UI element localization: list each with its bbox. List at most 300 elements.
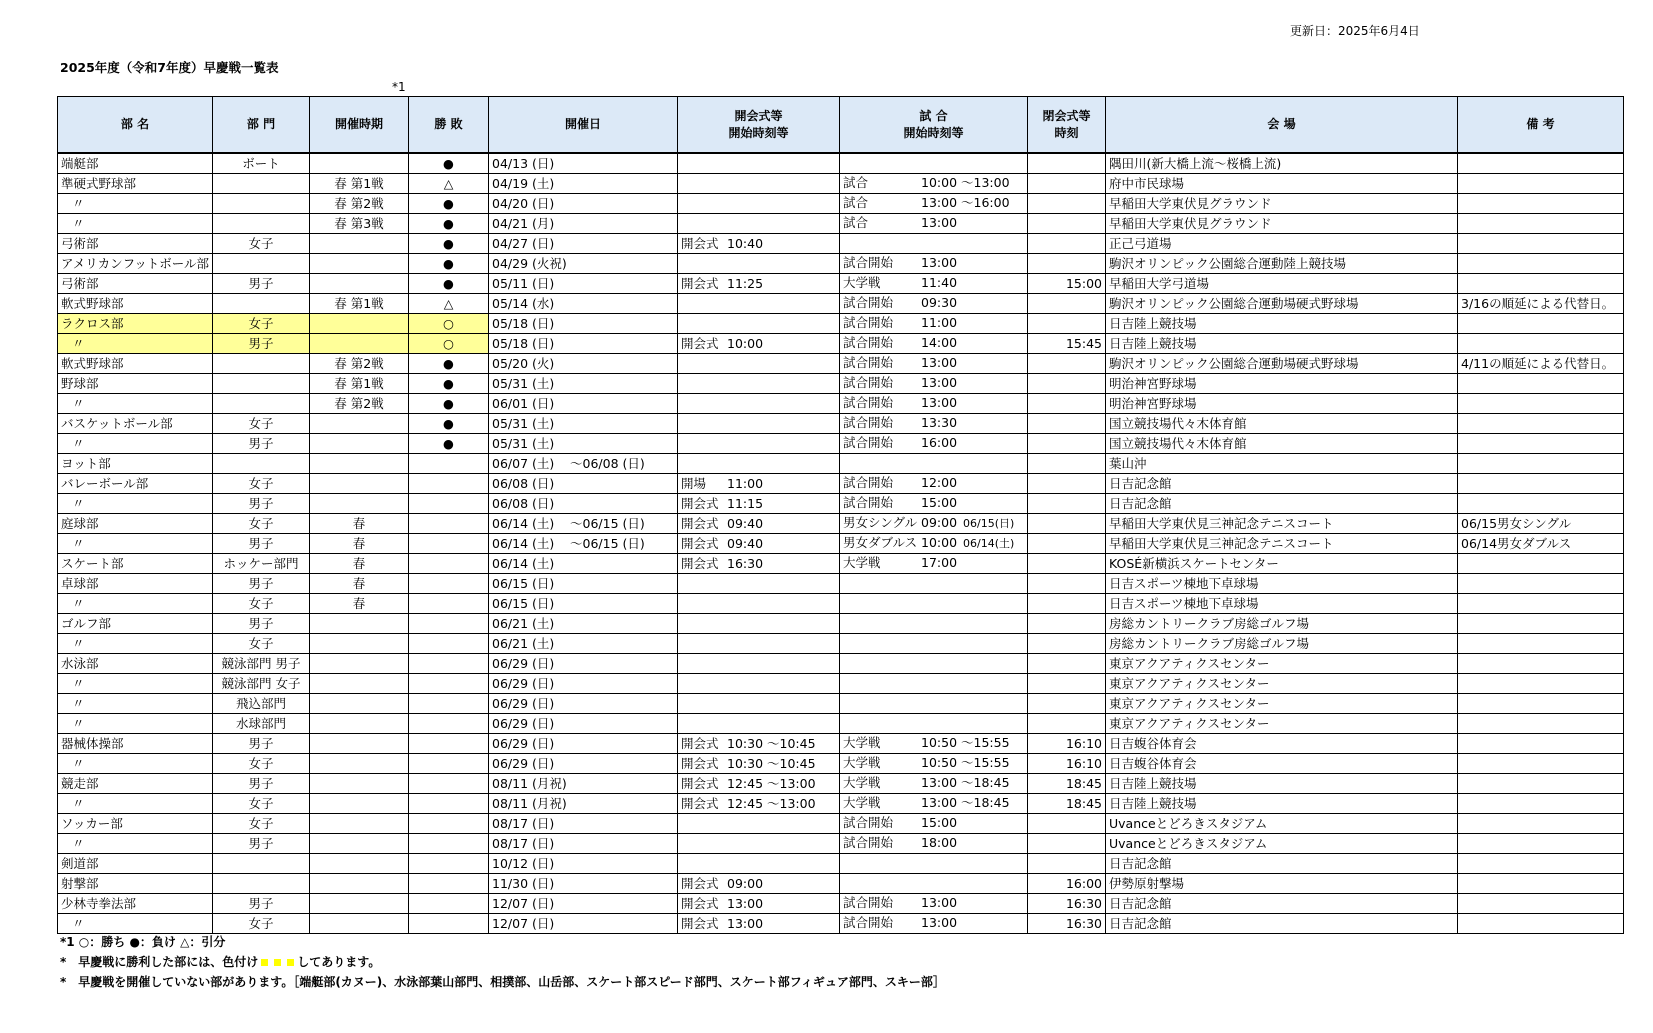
match-cell — [840, 734, 1028, 754]
table-row — [58, 594, 1624, 614]
closing-cell — [1028, 354, 1106, 374]
table-row — [58, 834, 1624, 854]
club-cell — [58, 614, 213, 634]
date: 12/07 (日) — [492, 915, 555, 931]
division: 女子 — [248, 415, 274, 431]
club-name: 軟式野球部 — [61, 355, 124, 371]
match-cell — [840, 294, 1028, 314]
remarks-cell — [1458, 714, 1624, 734]
date-cell — [489, 434, 678, 454]
date-cell — [489, 534, 678, 554]
date-cell — [489, 854, 678, 874]
date-cell — [489, 274, 678, 294]
opening-cell — [678, 474, 840, 494]
division-cell — [213, 574, 310, 594]
opening-cell — [678, 794, 840, 814]
date: 05/18 (日) — [492, 335, 555, 351]
closing-cell — [1028, 314, 1106, 334]
club-name: 〃 — [72, 335, 85, 351]
venue-cell — [1106, 554, 1458, 574]
division-cell — [213, 654, 310, 674]
period-cell — [310, 754, 409, 774]
division: 男子 — [248, 895, 274, 911]
date: 04/20 (日) — [492, 195, 555, 211]
division: 女子 — [248, 595, 274, 611]
club-name: 〃 — [72, 195, 85, 211]
club-cell — [58, 874, 213, 894]
result-cell — [409, 374, 489, 394]
date: 04/27 (日) — [492, 235, 555, 251]
match-cell — [840, 714, 1028, 734]
venue-cell — [1106, 854, 1458, 874]
result-cell — [409, 354, 489, 374]
date-cell — [489, 414, 678, 434]
venue: 房総カントリークラブ房総ゴルフ場 — [1109, 635, 1310, 651]
venue: 日吉陸上競技場 — [1109, 795, 1197, 811]
division-cell — [213, 234, 310, 254]
club-name: 水泳部 — [61, 655, 99, 671]
venue: 早稲田大学東伏見グラウンド — [1109, 195, 1272, 211]
result-cell — [409, 674, 489, 694]
opening-time: 11:00 — [727, 475, 764, 491]
date-cell — [489, 914, 678, 934]
period-cell — [310, 314, 409, 334]
match-label: 男女ダブルス — [843, 535, 918, 550]
opening-time: 13:00 — [727, 915, 764, 931]
match-cell — [840, 454, 1028, 474]
club-name: 弓術部 — [61, 275, 99, 291]
club-name: 野球部 — [61, 375, 99, 391]
venue-cell — [1106, 814, 1458, 834]
club-cell — [58, 374, 213, 394]
club-cell — [58, 174, 213, 194]
club-name: 〃 — [72, 495, 85, 511]
club-cell — [58, 454, 213, 474]
period-cell — [310, 294, 409, 314]
closing-cell — [1028, 754, 1106, 774]
period-cell — [310, 654, 409, 674]
division-cell — [213, 874, 310, 894]
venue-cell — [1106, 454, 1458, 474]
division-cell — [213, 374, 310, 394]
date-cell — [489, 194, 678, 214]
club-cell — [58, 334, 213, 354]
club-name: 〃 — [72, 675, 85, 691]
match-time: 09:30 — [921, 295, 958, 310]
match-time: 13:00 — [921, 355, 958, 370]
club-name: スケート部 — [61, 555, 124, 571]
closing-cell — [1028, 794, 1106, 814]
division: 女子 — [248, 515, 274, 531]
closing-cell — [1028, 474, 1106, 494]
remarks-cell — [1458, 334, 1624, 354]
club-cell — [58, 214, 213, 234]
result-legend: *1 ○：勝ち ●：負け △：引分 — [60, 935, 226, 949]
club-name: 〃 — [72, 755, 85, 771]
match-label: 試合開始 — [843, 315, 894, 330]
venue-cell — [1106, 294, 1458, 314]
opening-label: 開会式 — [681, 795, 719, 811]
match-cell — [840, 854, 1028, 874]
division-cell — [213, 674, 310, 694]
venue-cell — [1106, 754, 1458, 774]
closing-cell — [1028, 494, 1106, 514]
opening-time: 12:45 ～13:00 — [727, 795, 816, 811]
venue: 東京アクアティクスセンター — [1109, 695, 1270, 711]
opening-cell — [678, 834, 840, 854]
date-cell — [489, 334, 678, 354]
date-cell — [489, 254, 678, 274]
venue: 駒沢オリンピック公園総合運動陸上競技場 — [1109, 255, 1347, 271]
opening-label: 開会式 — [681, 495, 719, 511]
result-cell — [409, 334, 489, 354]
venue-cell — [1106, 314, 1458, 334]
column-header: 勝 敗 — [409, 97, 489, 154]
closing-cell — [1028, 274, 1106, 294]
venue-cell — [1106, 874, 1458, 894]
division-cell — [213, 894, 310, 914]
club-cell — [58, 434, 213, 454]
club-cell — [58, 414, 213, 434]
period-cell — [310, 674, 409, 694]
match-label: 試合開始 — [843, 495, 894, 510]
division-cell — [213, 414, 310, 434]
table-row — [58, 174, 1624, 194]
remarks-cell — [1458, 314, 1624, 334]
opening-cell — [678, 274, 840, 294]
venue-cell — [1106, 774, 1458, 794]
division-cell — [213, 314, 310, 334]
opening-label: 開会式 — [681, 535, 719, 551]
opening-cell — [678, 734, 840, 754]
table-row — [58, 734, 1624, 754]
venue-cell — [1106, 514, 1458, 534]
column-header: 閉会式等 時刻 — [1028, 97, 1106, 154]
table-row — [58, 494, 1624, 514]
table-row — [58, 454, 1624, 474]
period: 春 第2戦 — [334, 195, 384, 211]
club-cell — [58, 254, 213, 274]
venue: 日吉蝮谷体育会 — [1109, 755, 1197, 771]
club-name: 少林寺拳法部 — [61, 895, 137, 911]
date: 06/29 (日) — [492, 715, 555, 731]
opening-label: 開会式 — [681, 235, 719, 251]
closing-time: 18:45 — [1065, 795, 1103, 811]
result-cell — [409, 914, 489, 934]
date-range-end: ～06/15 (日) — [570, 535, 645, 551]
table-row — [58, 754, 1624, 774]
opening-cell — [678, 594, 840, 614]
venue-cell — [1106, 153, 1458, 174]
date: 04/19 (土) — [492, 175, 555, 191]
column-header: 開会式等 開始時刻等 — [678, 97, 840, 154]
closing-time: 15:00 — [1065, 275, 1103, 291]
club-name: ラクロス部 — [61, 315, 124, 331]
result-cell — [409, 654, 489, 674]
match-time: 13:00 — [921, 915, 958, 930]
result-mark-icon: △ — [443, 295, 454, 311]
club-name: 〃 — [72, 915, 85, 931]
updated-date: 更新日：2025年6月4日 — [1290, 24, 1420, 38]
period-cell — [310, 854, 409, 874]
match-cell — [840, 314, 1028, 334]
club-cell — [58, 534, 213, 554]
period-cell — [310, 274, 409, 294]
match-label: 試合開始 — [843, 295, 894, 310]
division-cell — [213, 274, 310, 294]
table-row — [58, 153, 1624, 174]
division: 女子 — [248, 915, 274, 931]
opening-cell — [678, 514, 840, 534]
match-cell — [840, 914, 1028, 934]
date-cell — [489, 153, 678, 174]
closing-cell — [1028, 414, 1106, 434]
period-cell — [310, 194, 409, 214]
date: 08/17 (日) — [492, 835, 555, 851]
remarks-cell — [1458, 874, 1624, 894]
venue: 東京アクアティクスセンター — [1109, 655, 1270, 671]
opening-time: 13:00 — [727, 895, 764, 911]
table-row — [58, 774, 1624, 794]
division-cell — [213, 834, 310, 854]
match-time: 13:00 ～16:00 — [921, 195, 1010, 210]
match-cell — [840, 234, 1028, 254]
date: 06/21 (土) — [492, 615, 555, 631]
table-row — [58, 534, 1624, 554]
remarks-cell — [1458, 754, 1624, 774]
venue-cell — [1106, 634, 1458, 654]
date-range-end: ～06/15 (日) — [570, 515, 645, 531]
opening-label: 開会式 — [681, 735, 719, 751]
result-mark-icon: ● — [443, 195, 454, 211]
result-cell — [409, 794, 489, 814]
remarks-cell — [1458, 374, 1624, 394]
venue: 東京アクアティクスセンター — [1109, 675, 1270, 691]
match-time: 15:00 — [921, 815, 958, 830]
opening-label: 開会式 — [681, 275, 719, 291]
closing-cell — [1028, 574, 1106, 594]
opening-time: 10:00 — [727, 335, 764, 351]
result-cell — [409, 874, 489, 894]
date: 05/18 (日) — [492, 315, 555, 331]
club-cell — [58, 274, 213, 294]
match-cell — [840, 254, 1028, 274]
match-cell — [840, 414, 1028, 434]
period-cell — [310, 514, 409, 534]
club-cell — [58, 834, 213, 854]
venue-cell — [1106, 794, 1458, 814]
remarks-cell — [1458, 454, 1624, 474]
date: 04/29 (火祝) — [492, 255, 567, 271]
date: 08/17 (日) — [492, 815, 555, 831]
table-row — [58, 654, 1624, 674]
division: ホッケー部門 — [223, 555, 299, 571]
club-cell — [58, 234, 213, 254]
venue-cell — [1106, 894, 1458, 914]
period: 春 — [352, 515, 366, 531]
opening-cell — [678, 194, 840, 214]
date-cell — [489, 234, 678, 254]
division-cell — [213, 194, 310, 214]
remarks: 3/16の順延による代替日。 — [1461, 295, 1615, 311]
venue: 明治神宮野球場 — [1109, 375, 1197, 391]
division-cell — [213, 714, 310, 734]
club-name: ソッカー部 — [61, 815, 123, 831]
match-label: 大学戦 — [843, 275, 881, 290]
closing-cell — [1028, 554, 1106, 574]
closing-cell — [1028, 234, 1106, 254]
opening-cell — [678, 634, 840, 654]
date-cell — [489, 354, 678, 374]
result-cell — [409, 834, 489, 854]
closing-time: 15:45 — [1065, 335, 1103, 351]
table-header-row — [58, 97, 1624, 154]
opening-label: 開場 — [681, 475, 707, 491]
remarks-cell — [1458, 914, 1624, 934]
match-cell — [840, 894, 1028, 914]
result-mark-icon: ● — [443, 275, 454, 291]
match-date-note: 06/15(日) — [963, 517, 1015, 530]
table-row — [58, 414, 1624, 434]
division: ボート — [242, 155, 280, 171]
match-time: 11:40 — [921, 275, 958, 290]
opening-time: 10:30 ～10:45 — [727, 735, 816, 751]
division: 競泳部門 女子 — [221, 675, 301, 691]
date-cell — [489, 314, 678, 334]
date: 06/29 (日) — [492, 675, 555, 691]
match-time: 13:00 — [921, 255, 958, 270]
closing-cell — [1028, 614, 1106, 634]
period: 春 第1戦 — [334, 375, 384, 391]
match-cell — [840, 214, 1028, 234]
match-time: 13:00 — [921, 395, 958, 410]
match-label: 試合開始 — [843, 475, 894, 490]
division-cell — [213, 214, 310, 234]
opening-cell — [678, 894, 840, 914]
table-row — [58, 194, 1624, 214]
date-cell — [489, 174, 678, 194]
closing-cell — [1028, 874, 1106, 894]
opening-label: 開会式 — [681, 875, 719, 891]
column-header: 部 名 — [58, 97, 213, 154]
period-cell — [310, 214, 409, 234]
match-cell — [840, 814, 1028, 834]
division: 男子 — [248, 495, 274, 511]
closing-cell — [1028, 374, 1106, 394]
match-cell — [840, 474, 1028, 494]
division: 男子 — [248, 275, 274, 291]
match-cell — [840, 274, 1028, 294]
opening-label: 開会式 — [681, 335, 719, 351]
date-cell — [489, 834, 678, 854]
result-cell — [409, 214, 489, 234]
venue-cell — [1106, 394, 1458, 414]
match-cell — [840, 614, 1028, 634]
date-cell — [489, 574, 678, 594]
period-cell — [310, 334, 409, 354]
venue: Uvanceとどろきスタジアム — [1109, 815, 1268, 831]
column-header: 開催日 — [489, 97, 678, 154]
club-cell — [58, 514, 213, 534]
match-cell — [840, 194, 1028, 214]
closing-cell — [1028, 454, 1106, 474]
footnotes — [60, 932, 945, 992]
table-row — [58, 234, 1624, 254]
division-cell — [213, 153, 310, 174]
result-cell — [409, 614, 489, 634]
date: 08/11 (月祝) — [492, 795, 567, 811]
date-cell — [489, 514, 678, 534]
date-cell — [489, 794, 678, 814]
match-cell — [840, 774, 1028, 794]
opening-cell — [678, 854, 840, 874]
remarks-cell — [1458, 234, 1624, 254]
match-cell — [840, 334, 1028, 354]
division-cell — [213, 474, 310, 494]
table-row — [58, 914, 1624, 934]
result-cell — [409, 153, 489, 174]
club-cell — [58, 153, 213, 174]
match-label: 試合開始 — [843, 895, 894, 910]
club-cell — [58, 494, 213, 514]
date-cell — [489, 474, 678, 494]
remarks-cell — [1458, 214, 1624, 234]
period-cell — [310, 414, 409, 434]
opening-label: 開会式 — [681, 555, 719, 571]
result-cell — [409, 194, 489, 214]
club-name: バレーボール部 — [61, 475, 149, 491]
opening-cell — [678, 234, 840, 254]
division-cell — [213, 694, 310, 714]
closing-cell — [1028, 914, 1106, 934]
remarks-cell — [1458, 534, 1624, 554]
venue: 隅田川(新大橋上流～桜橋上流) — [1109, 155, 1282, 171]
venue: 日吉記念館 — [1109, 915, 1172, 931]
period-cell — [310, 714, 409, 734]
opening-cell — [678, 334, 840, 354]
remarks: 06/14男女ダブルス — [1461, 535, 1572, 551]
venue: Uvanceとどろきスタジアム — [1109, 835, 1268, 851]
club-cell — [58, 294, 213, 314]
venue: 日吉陸上競技場 — [1109, 775, 1197, 791]
result-mark-icon: ○ — [443, 335, 454, 351]
date-cell — [489, 214, 678, 234]
division-cell — [213, 734, 310, 754]
club-cell — [58, 714, 213, 734]
match-label: 試合開始 — [843, 375, 894, 390]
division-cell — [213, 554, 310, 574]
division-cell — [213, 294, 310, 314]
date-cell — [489, 394, 678, 414]
division: 男子 — [248, 735, 274, 751]
remarks-cell — [1458, 814, 1624, 834]
remarks-cell — [1458, 594, 1624, 614]
venue-cell — [1106, 574, 1458, 594]
division: 水球部門 — [236, 715, 287, 731]
period-cell — [310, 694, 409, 714]
closing-cell — [1028, 594, 1106, 614]
date: 05/31 (土) — [492, 435, 555, 451]
opening-cell — [678, 814, 840, 834]
period: 春 第3戦 — [334, 215, 384, 231]
date-cell — [489, 674, 678, 694]
period-cell — [310, 434, 409, 454]
club-cell — [58, 794, 213, 814]
result-mark-icon: ● — [443, 215, 454, 231]
closing-time: 16:10 — [1065, 755, 1103, 771]
venue-cell — [1106, 194, 1458, 214]
remarks-cell — [1458, 734, 1624, 754]
